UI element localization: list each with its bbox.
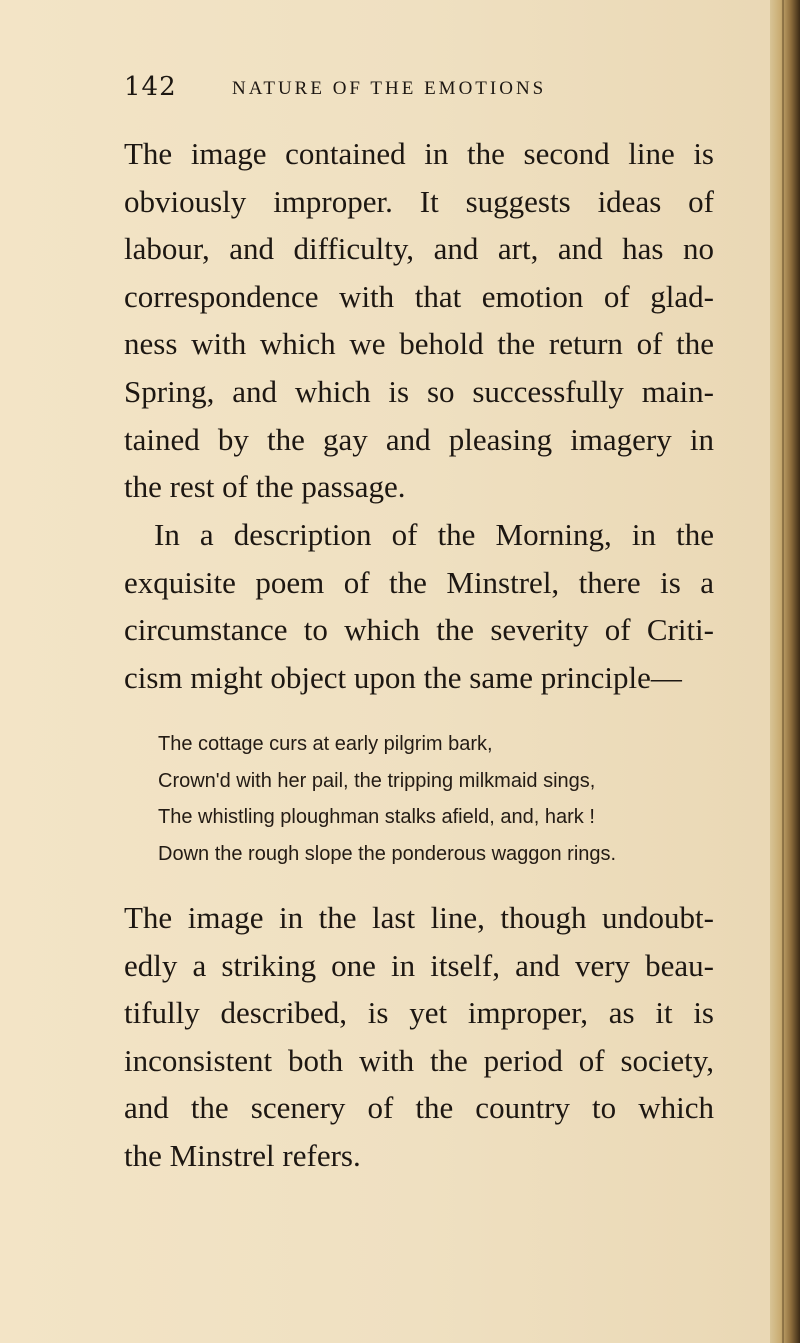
text-line: cism might object upon the same principle—	[124, 659, 682, 695]
text-line: tained by the gay and pleasing imagery in	[124, 421, 714, 457]
paragraph-1	[124, 130, 714, 511]
text-line: tifully described, is yet improper, as it is	[124, 995, 714, 1031]
paragraph-2	[124, 511, 714, 701]
verse-line: The whistling ploughman stalks afield, and, hark !	[158, 806, 595, 828]
text-line: labour, and difficulty, and art, and has no	[124, 231, 714, 267]
paragraph-3	[124, 894, 714, 1180]
page-number: 142	[124, 72, 177, 102]
text-line: The image contained in the second line is	[124, 136, 714, 171]
text-line: the Minstrel refers.	[124, 1137, 361, 1173]
text-line: the rest of the passage.	[124, 469, 406, 505]
book-spine-edge	[770, 0, 800, 1343]
text-line: In a description of the Morning, in the	[154, 517, 714, 552]
text-line: obviously improper. It suggests ideas of	[124, 183, 714, 219]
text-line: inconsistent both with the period of society,	[124, 1042, 714, 1078]
text-line: circumstance to which the severity of Criti-	[124, 612, 714, 648]
verse-line: Crown'd with her pail, the tripping milkmaid sings,	[158, 769, 596, 792]
verse-line: Down the rough slope the ponderous waggon rings.	[158, 842, 617, 865]
poem-quotation	[158, 726, 718, 872]
page-header	[124, 72, 684, 112]
text-line: and the scenery of the country to which	[124, 1090, 714, 1126]
text-line: ness with which we behold the return of the	[124, 326, 714, 362]
running-head: NATURE OF THE EMOTIONS	[232, 78, 547, 99]
text-line: Spring, and which is so successfully main-	[124, 373, 714, 409]
text-line: correspondence with that emotion of glad-	[124, 278, 714, 314]
text-line: edly a striking one in itself, and very beau-	[124, 947, 714, 983]
verse-line: The cottage curs at early pilgrim bark,	[158, 733, 493, 755]
text-line: exquisite poem of the Minstrel, there is a	[124, 564, 714, 600]
text-line: The image in the last line, though undoubt-	[124, 900, 714, 935]
